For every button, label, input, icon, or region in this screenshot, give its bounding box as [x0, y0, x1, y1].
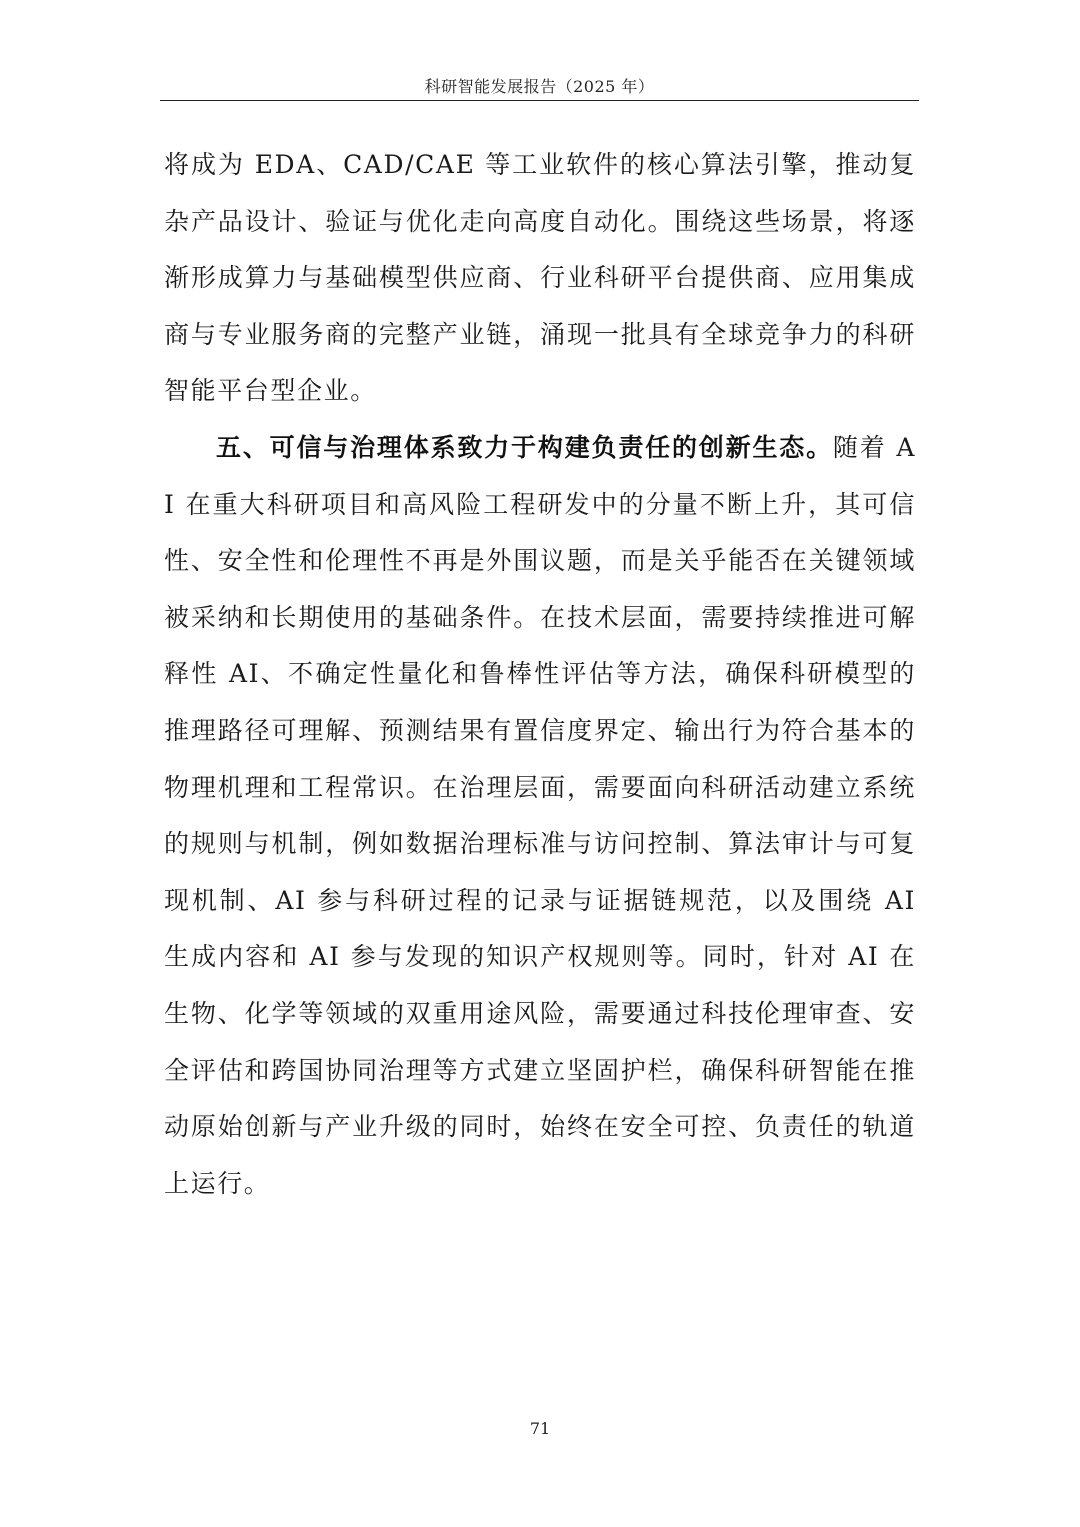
- page-header-title: 科研智能发展报告（2025 年）: [424, 77, 655, 96]
- paragraph-text: 随着 AI 在重大科研项目和高风险工程研发中的分量不断上升，其可信性、安全性和伦理性不再是外围议题，而是关乎能否在关键领域被采纳和长期使用的基础条件。在技术层面，需要持续推进可解释性 AI、不确定性量化和鲁棒性评估等方法，确保科研模型的推理路径可理解、预测结果有置信度界定、输出行为符合基本的物理机理和工程常识。在治理层面，需要面向科研活动建立系统的规则与机制，例如数据治理标准与访问控制、算法审计与可复现机制、AI 参与科研过程的记录与证据链规范，以及围绕 AI 生成内容和 AI 参与发现的知识产权规则等。同时，针对 AI 在生物、化学等领域的双重用途风险，需要通过科技伦理审查、安全评估和跨国协同治理等方式建立坚固护栏，确保科研智能在推动原始创新与产业升级的同时，始终在安全可控、负责任的轨道上运行。: [164, 432, 916, 1198]
- section-heading-five: 五、可信与治理体系致力于构建负责任的创新生态。: [216, 432, 833, 462]
- page-number: 71: [529, 1419, 551, 1438]
- paragraph-section-five: [164, 420, 916, 1212]
- header-divider: [160, 100, 919, 101]
- body-text: [164, 137, 916, 1212]
- paragraph-continuation: [164, 137, 916, 420]
- paragraph-text: 将成为 EDA、CAD/CAE 等工业软件的核心算法引擎，推动复杂产品设计、验证与优化走向高度自动化。围绕这些场景，将逐渐形成算力与基础模型供应商、行业科研平台提供商、应用集成商与专业服务商的完整产业链，涌现一批具有全球竞争力的科研智能平台型企业。: [164, 150, 916, 406]
